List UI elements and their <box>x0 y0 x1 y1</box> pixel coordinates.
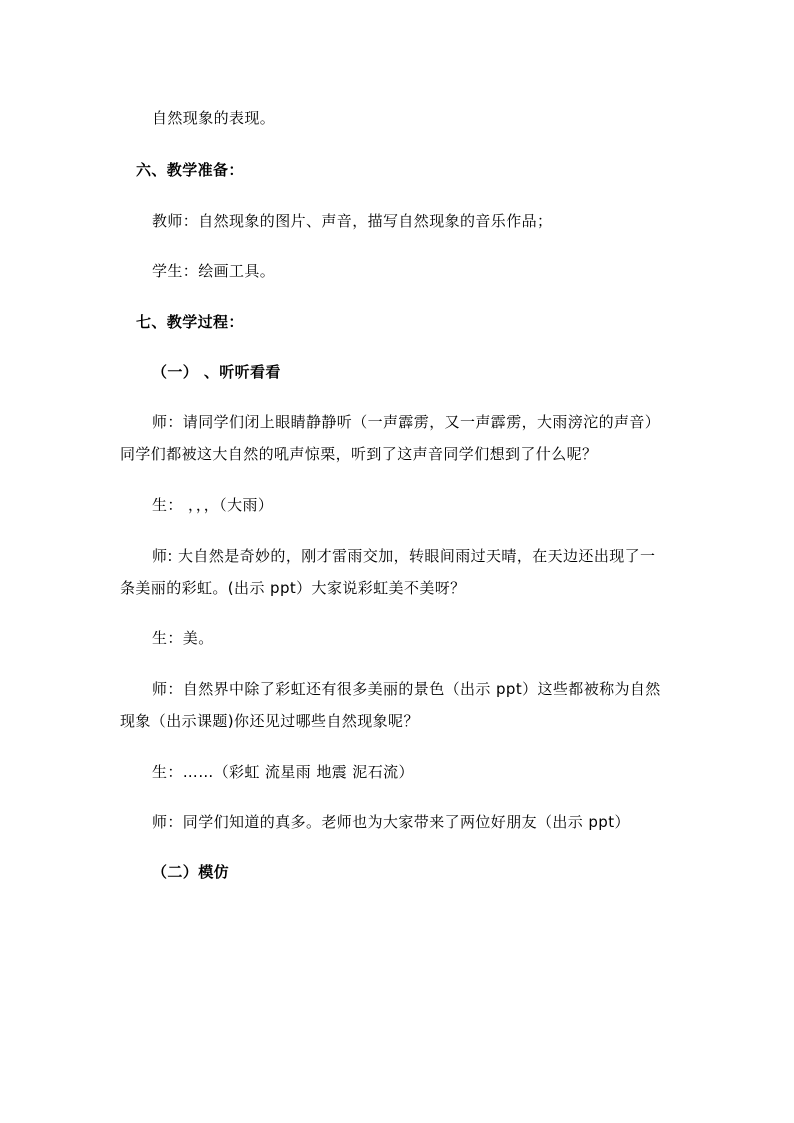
paragraph-student-materials: 学生：绘画工具。 <box>152 262 276 280</box>
paragraph-student-line-3: 生：……（彩虹 流星雨 地震 泥石流） <box>152 763 414 781</box>
paragraph-teacher-materials: 教师：自然现象的图片、声音，描写自然现象的音乐作品； <box>152 212 553 230</box>
paragraph-natural-phenomena: 自然现象的表现。 <box>152 109 276 127</box>
paragraph-student-line-2: 生：美。 <box>152 629 214 647</box>
paragraph-teacher-line-1a: 师：请同学们闭上眼睛静静听（一声霹雳，又一声霹雳，大雨滂沱的声音） <box>152 413 661 431</box>
heading-teaching-preparation: 六、教学准备： <box>136 161 244 179</box>
paragraph-teacher-line-3a: 师：自然界中除了彩虹还有很多美丽的景色（出示 ppt）这些都被称为自然 <box>152 680 661 698</box>
paragraph-teacher-line-2b: 条美丽的彩虹。(出示 ppt）大家说彩虹美不美呀？ <box>120 579 466 597</box>
paragraph-student-line-1: 生： ，，，（大雨） <box>152 496 274 514</box>
paragraph-teacher-line-4: 师：同学们知道的真多。老师也为大家带来了两位好朋友（出示 ppt） <box>152 813 630 831</box>
paragraph-teacher-line-3b: 现象（出示课题)你还见过哪些自然现象呢？ <box>120 712 419 730</box>
subheading-listen-and-look: （一） 、听听看看 <box>152 363 281 381</box>
subheading-imitation: （二）模仿 <box>152 863 230 881</box>
heading-teaching-process: 七、教学过程： <box>136 313 244 331</box>
paragraph-teacher-line-2a: 师: 大自然是奇妙的，刚才雷雨交加，转眼间雨过天晴，在天边还出现了一 <box>152 547 656 565</box>
paragraph-teacher-line-1b: 同学们都被这大自然的吼声惊栗，听到了这声音同学们想到了什么呢？ <box>120 445 598 463</box>
